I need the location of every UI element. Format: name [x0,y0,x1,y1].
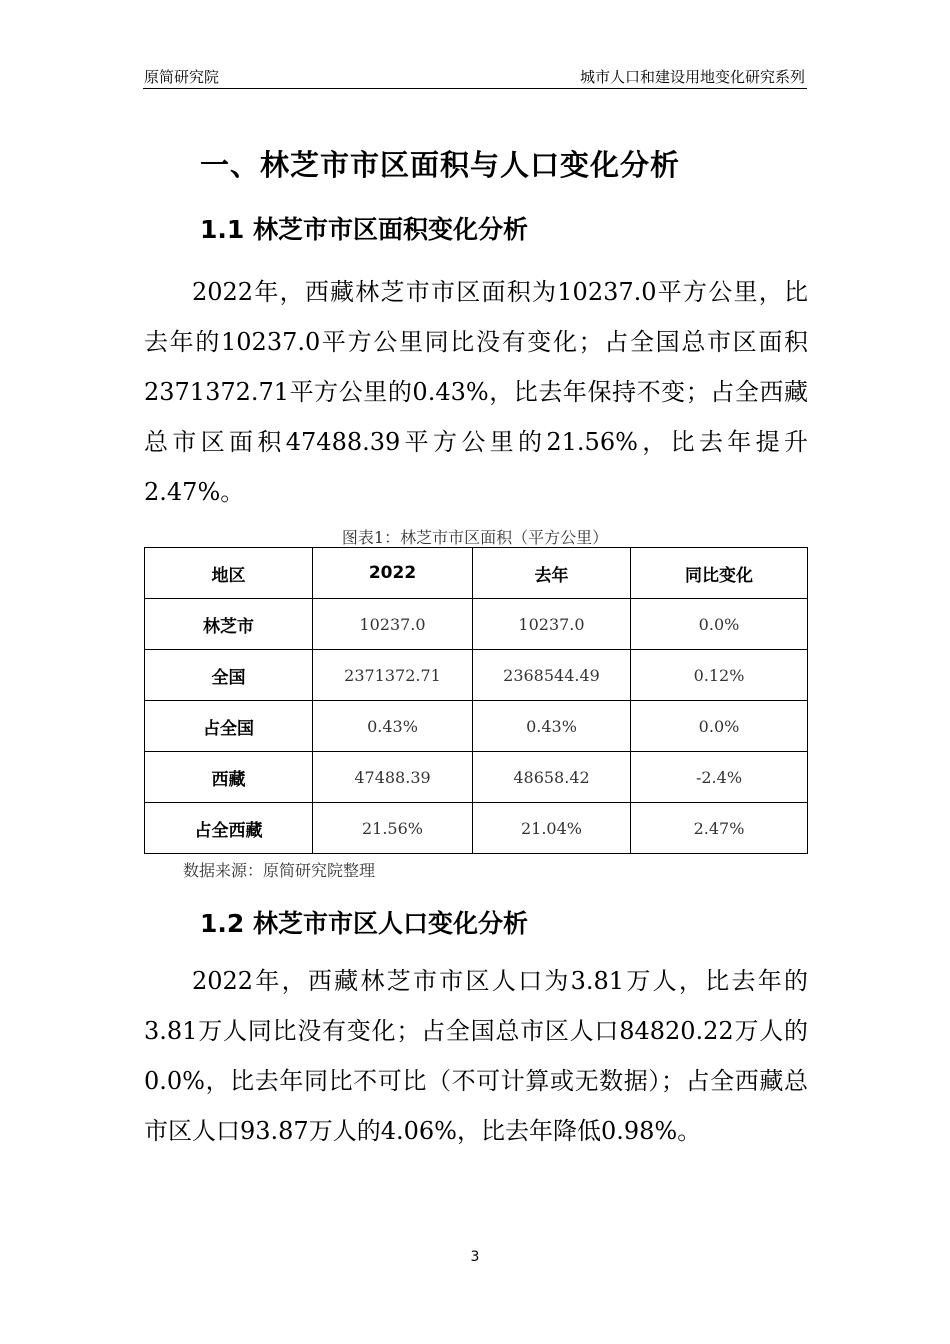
table-cell: 21.56% [313,803,473,854]
population-paragraph: 2022年，西藏林芝市市区人口为3.81万人，比去年的3.81万人同比没有变化；占全国总市区人口84820.22万人的0.0%，比去年同比不可比（不可计算或无数据）；占全西藏总市区人口93.87万人的4.06%，比去年降低0.98%。 [144,967,808,1145]
table-row [145,803,808,854]
table-row-label: 占全国 [145,701,313,752]
table-cell: 0.43% [313,701,473,752]
table-row-label: 西藏 [145,752,313,803]
table-cell: 47488.39 [313,752,473,803]
table-row [145,650,808,701]
table-header-cell: 同比变化 [631,548,808,599]
table-row [145,752,808,803]
table-header-row [145,548,808,599]
table-cell: 10237.0 [473,599,631,650]
header-divider [143,88,807,89]
table-cell: 48658.42 [473,752,631,803]
table-header-cell: 2022 [313,548,473,599]
header-org-name: 原简研究院 [144,68,220,86]
table-cell: 2371372.71 [313,650,473,701]
table-cell: 0.12% [631,650,808,701]
section-title: 一、林芝市市区面积与人口变化分析 [200,148,681,182]
table-caption: 图表1：林芝市市区面积（平方公里） [341,528,609,547]
subsection-title-population: 1.2 林芝市市区人口变化分析 [200,909,528,938]
table-row-label: 全国 [145,650,313,701]
table-cell: 10237.0 [313,599,473,650]
table-cell: 0.0% [631,599,808,650]
table-cell: 0.0% [631,701,808,752]
table-header-cell: 去年 [473,548,631,599]
table-cell: 2.47% [631,803,808,854]
table-row [145,701,808,752]
table-source-note: 数据来源：原简研究院整理 [183,861,376,880]
table-cell: 21.04% [473,803,631,854]
table-cell: -2.4% [631,752,808,803]
table-row [145,599,808,650]
page-number: 3 [470,1249,480,1265]
area-paragraph: 2022年，西藏林芝市市区面积为10237.0平方公里，比去年的10237.0平方公里同比没有变化；占全国总市区面积2371372.71平方公里的0.43%，比去年保持不变；占全西藏总市区面积47488.39平方公里的21.56%，比去年提升2.47%。 [144,278,808,506]
table-row-label: 林芝市 [145,599,313,650]
area-table [144,547,808,854]
subsection-title-area: 1.1 林芝市市区面积变化分析 [200,215,528,244]
table-row-label: 占全西藏 [145,803,313,854]
table-header-cell: 地区 [145,548,313,599]
table-cell: 2368544.49 [473,650,631,701]
header-series-title: 城市人口和建设用地变化研究系列 [579,68,805,86]
table-cell: 0.43% [473,701,631,752]
